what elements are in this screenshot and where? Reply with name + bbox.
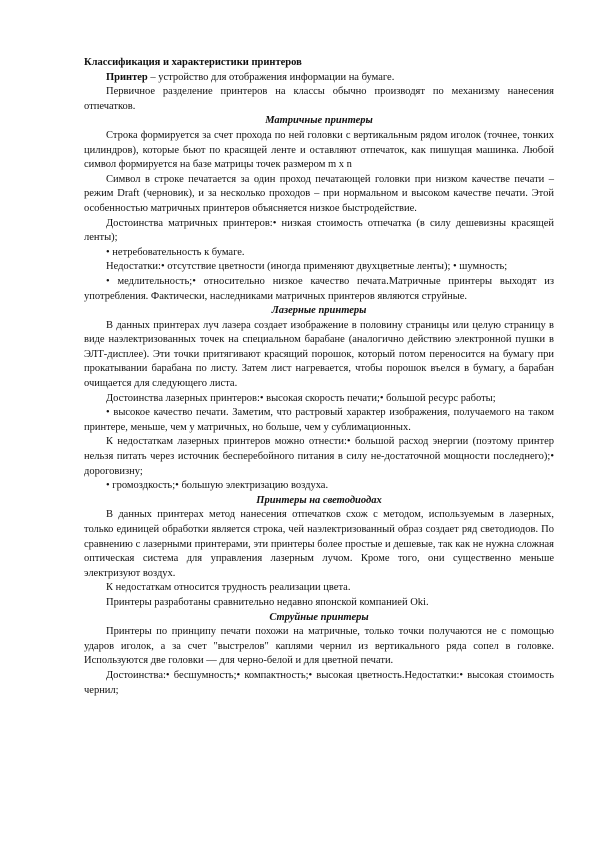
matrix-paragraph-1: Строка формируется за счет прохода по ней головки с вертикальным рядом иголок (точнее, тонких цилиндров), которые бьют по красящей ленте и оставляют отпечаток, как пишущая машинка. Любой символ формируется на базе матрицы точек размером m x n (84, 129, 554, 171)
inkjet-heading: Струйные принтеры (269, 611, 369, 623)
document-title: Классификация и характеристики принтеров (84, 57, 302, 68)
led-paragraph-1: В данных принтерах метод нанесения отпечатков схож с методом, используемым в лазерных, только единицей обработки является строка, чей наэлектризованный образ создает ряд светодиодов. По сравнению с лазерными принтерами, эти принтеры более простые и дешевые, так как не нужна сложная оптическая система для управления лазерным лучом. Кроме того, они существенно меньше электризуют воздух. (84, 509, 554, 579)
laser-heading: Лазерные принтеры (271, 305, 367, 317)
intro-term: Принтер (106, 71, 148, 83)
intro-text: – устройство для отображения информации на бумаге. (147, 71, 395, 83)
matrix-heading: Матричные принтеры (265, 115, 373, 127)
matrix-disadvantages: Недостатки:• отсутствие цветности (иногда применяют двухцветные ленты); • шумность; (106, 261, 508, 273)
inkjet-pros-cons: Достоинства:• бесшумность;• компактность;• высокая цветность.Недостатки:• высокая стоимость чернил; (84, 669, 554, 696)
matrix-paragraph-2: Символ в строке печатается за один проход печатающей головки при низком качестве печати – режим Draft (черновик), и за несколько проходов – при нормальном и высоком качестве печати. Этой особенностью матричных принтеров объясняется низкое быстродействие. (84, 173, 554, 214)
laser-disadvantages: К недостаткам лазерных принтеров можно отнести:• большой расход энергии (поэтому принтер нельзя питать через источник бесперебойного питания в силу не-достаточной мощности последнего);• дороговизну; (84, 436, 554, 477)
laser-disadvantages-2: • громоздкость;• большую электризацию воздуха. (106, 480, 329, 492)
laser-advantages: Достоинства лазерных принтеров:• высокая скорость печати;• большой ресурс работы; (106, 392, 496, 404)
document-page (84, 56, 554, 698)
led-heading: Принтеры на светодиодах (256, 494, 382, 506)
matrix-disadvantages-2: • медлительность;• относительно низкое качество печата.Матричные принтеры выходят из употребления. Фактически, наследниками матричных принтеров являются струйные. (84, 275, 554, 302)
laser-quality: • высокое качество печати. Заметим, что растровый характер изображения, получаемого на таком принтере, меньше, чем у матричных, но больше, чем у сублимационных. (84, 407, 554, 433)
laser-paragraph-1: В данных принтерах луч лазера создает изображение в половину страницы или целую страницу в виде наэлектризованных точек на специальном барабане (аналогично действию электронной пушки в ЭЛТ-дисплее). Эти точки притягивают красящий порошок, который потом переносится на бумагу при прокатывании барабана по листу. Затем лист нагревается, чтобы порошок въелся в бумагу, а барабан очищается для следующего листа. (84, 319, 554, 390)
intro-paragraph (84, 71, 554, 86)
led-disadvantages: К недостаткам относится трудность реализации цвета. (106, 582, 351, 594)
led-origin: Принтеры разработаны сравнительно недавно японской компанией Oki. (106, 596, 429, 608)
matrix-advantage-paper: • нетребовательность к бумаге. (106, 246, 245, 258)
inkjet-paragraph-1: Принтеры по принципу печати похожи на матричные, только точки получаются не с помощью ударов иголок, а за счет "выстрелов" каплями чернил из вертикального ряда сопел в головке. Используются две головки — для черно-белой и для цветной печати. (84, 626, 554, 667)
matrix-advantages: Достоинства матричных принтеров:• низкая стоимость отпечатка (в силу дешевизны красящей ленты); (84, 217, 554, 244)
classes-paragraph: Первичное разделение принтеров на классы обычно производят по механизму нанесения отпечатков. (84, 86, 554, 112)
